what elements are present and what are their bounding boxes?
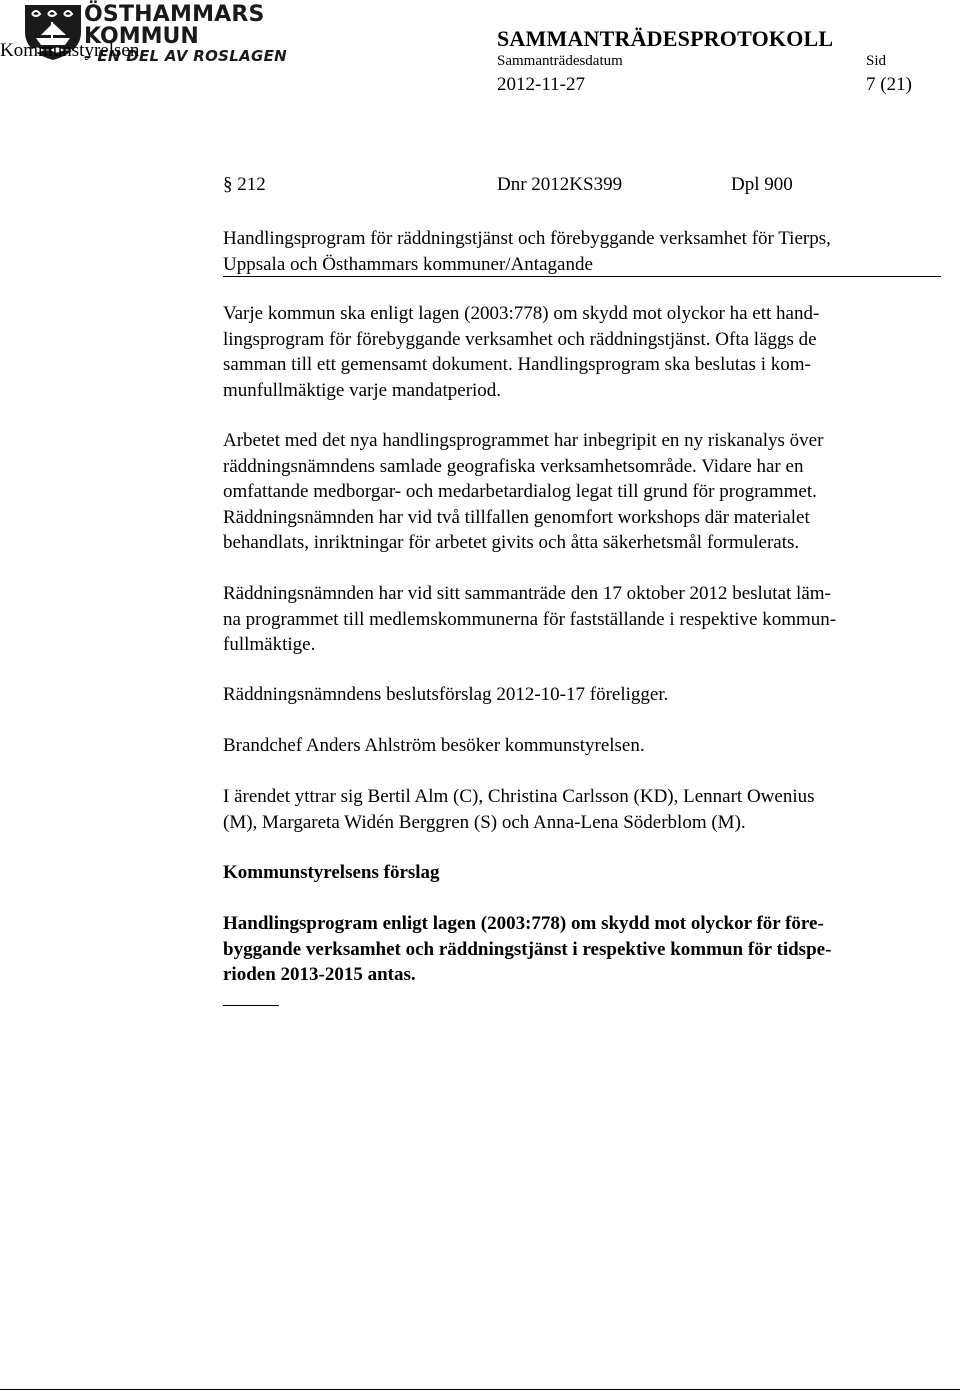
page-number: 7 (21) — [866, 74, 912, 95]
document-title: SAMMANTRÄDESPROTOKOLL — [497, 26, 834, 51]
text-line: Varje kommun ska enligt lagen (2003:778) om skydd mot olyckor ha ett hand- — [223, 303, 820, 324]
text-line: I ärendet yttrar sig Bertil Alm (C), Christina Carlsson (KD), Lennart Owenius — [223, 786, 815, 807]
logo-name: ÖSTHAMMARS — [84, 2, 265, 27]
text-line: Räddningsnämnden har vid två tillfallen genomfort workshops där materialet — [223, 506, 810, 528]
text-line: fullmäktige. — [223, 634, 316, 655]
proposal-text — [223, 911, 943, 988]
subject-line: Uppsala och Östhammars kommuner/Antagande — [223, 253, 593, 275]
text-line: Handlingsprogram enligt lagen (2003:778) om skydd mot olyckor för före- — [223, 913, 824, 934]
text-line: (M), Margareta Widén Berggren (S) och Anna-Lena Söderblom (M). — [223, 811, 746, 833]
section-header — [223, 174, 943, 200]
paragraph-speakers — [223, 784, 943, 835]
diary-number: Dnr 2012KS399 — [497, 174, 623, 195]
text-line: samman till ett gemensamt dokument. Handlingsprogram ska beslutas i kom- — [223, 354, 811, 375]
page-label: Sid — [866, 53, 887, 69]
section-end-rule — [223, 1005, 279, 1006]
text-line: munfullmäktige varje mandatperiod. — [223, 379, 502, 401]
subject-line: Handlingsprogram för räddningstjänst och förebyggande verksamhet för Tierps, — [223, 228, 831, 249]
document-plan-number: Dpl 900 — [731, 174, 793, 195]
paragraph-fire-chief-visit — [223, 733, 943, 759]
paragraph-legal-background — [223, 301, 943, 403]
footer-rule — [0, 1389, 960, 1390]
organization-name: Kommunstyrelsen — [0, 40, 140, 61]
logo-kommun: KOMMUN — [84, 24, 199, 49]
text-line: Räddningsnämndens beslutsförslag 2012-10-17 föreligger. — [223, 684, 669, 705]
section-number: § 212 — [223, 174, 266, 195]
text-line: rioden 2013-2015 antas. — [223, 964, 416, 985]
proposal-heading: Kommunstyrelsens förslag — [223, 862, 440, 883]
subject-divider — [223, 276, 941, 277]
text-line: na programmet till medlemskommunerna för fastställande i respektive kommun- — [223, 608, 837, 630]
text-line: Räddningsnämnden har vid sitt sammanträde den 17 oktober 2012 beslutat läm- — [223, 583, 831, 604]
meeting-date-label: Sammanträdesdatum — [497, 53, 623, 69]
text-line: lingsprogram för förebyggande verksamhet och räddningstjänst. Ofta läggs de — [223, 328, 817, 350]
paragraph-work-process — [223, 428, 943, 556]
text-line: Arbetet med det nya handlingsprogrammet har inbegripit en ny riskanalys över — [223, 430, 824, 451]
meeting-date-value: 2012-11-27 — [497, 74, 585, 95]
text-line: räddningsnämndens samlade geografiska verksamhetsområde. Vidare har en — [223, 455, 804, 477]
paragraph-board-decision — [223, 581, 943, 658]
text-line: byggande verksamhet och räddningstjänst i respektive kommun för tidspe- — [223, 938, 832, 960]
logo-tagline: – EN DEL AV ROSLAGEN — [84, 47, 288, 65]
text-line: behandlats, inriktningar för arbetet givits och åtta säkerhetsmål formulerats. — [223, 532, 800, 553]
text-line: Brandchef Anders Ahlström besöker kommunstyrelsen. — [223, 735, 645, 756]
section-subject — [223, 226, 943, 277]
text-line: omfattande medborgar- och medarbetardialog legat till grund för programmet. — [223, 481, 817, 502]
paragraph-proposal-available — [223, 682, 943, 708]
